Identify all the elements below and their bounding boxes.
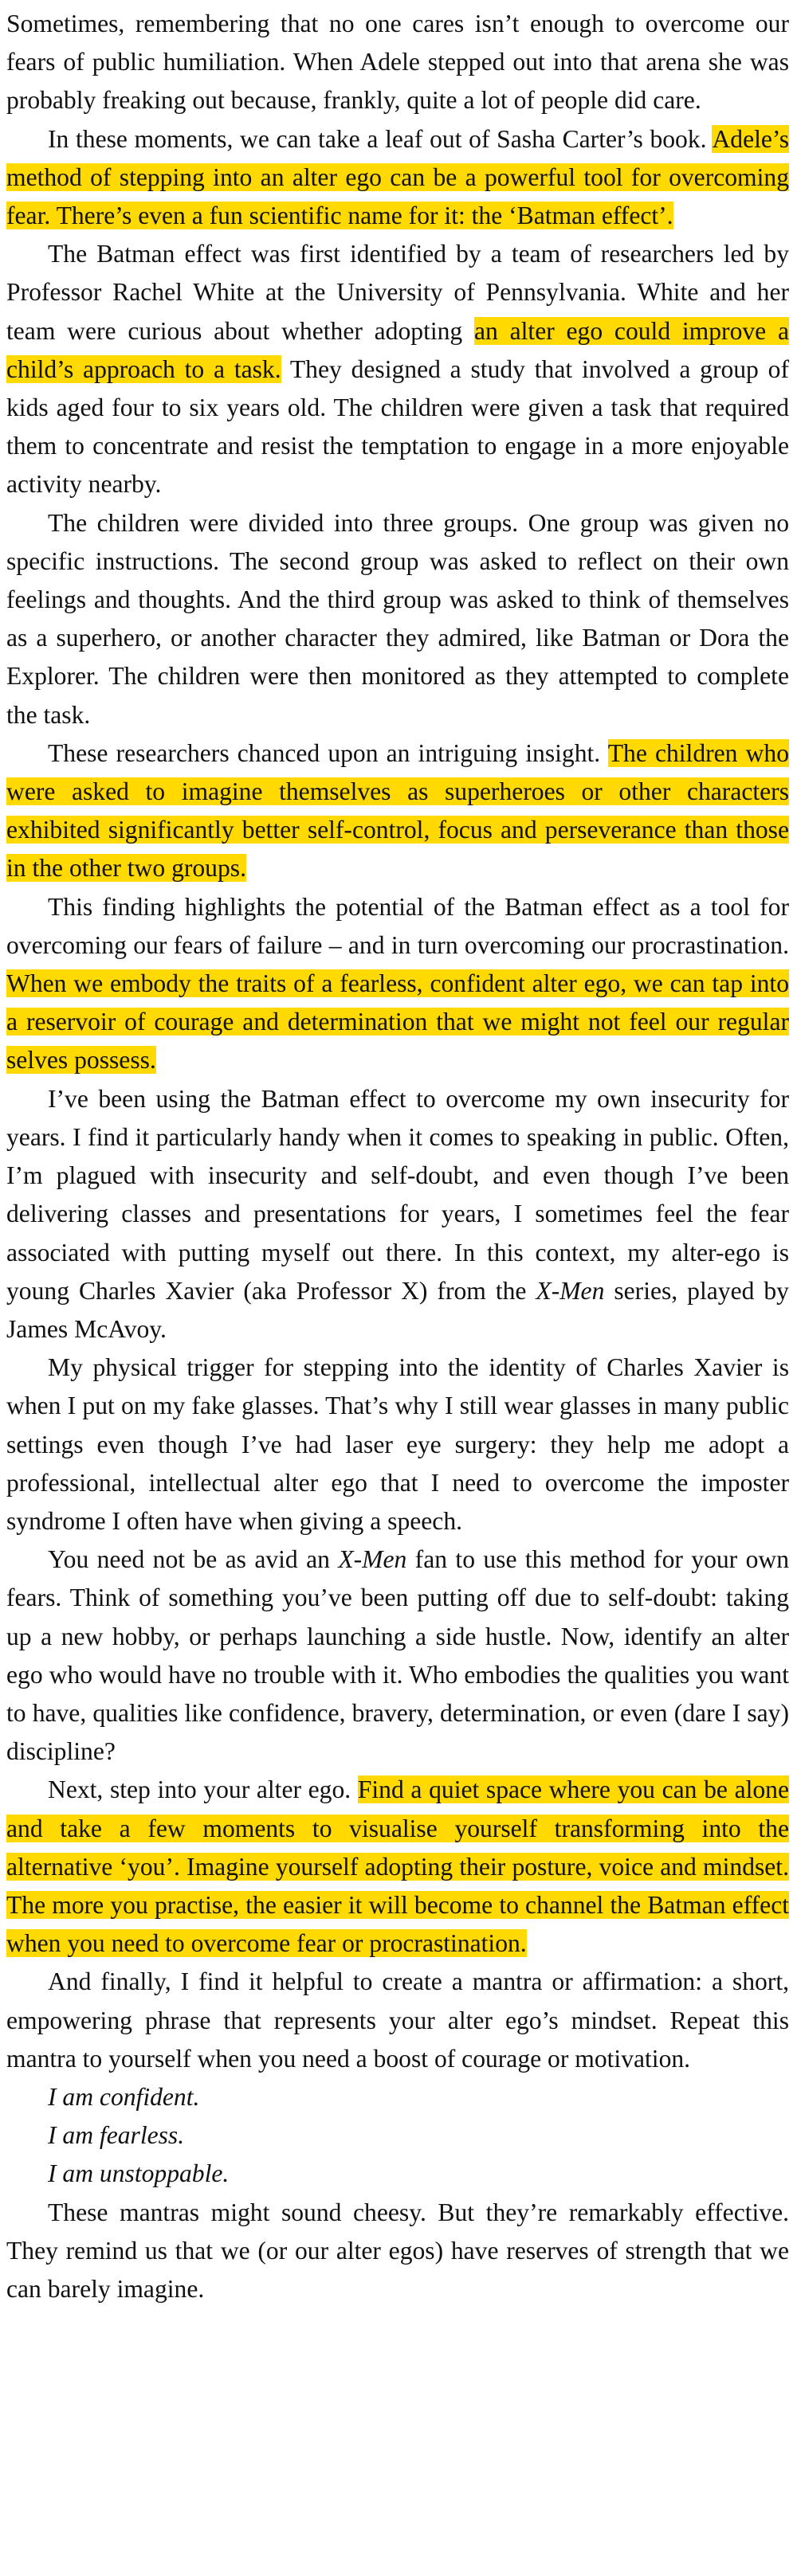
paragraph-cheesy-mantras [6, 2194, 789, 2309]
text-run: My physical trigger for stepping into the identity of Charles Xavier is when I put on my fake glasses. That’s why I still wear glasses in many public settings even though I’ve had laser eye surgery: they help me adopt a professional, intellectual alter ego that I need to overcome the imposter syndrome I often have when giving a speech. [6, 1353, 789, 1535]
text-run: And finally, I find it helpful to create a mantra or affirmation: a short, empowering phrase that represents your alter ego’s mindset. Repeat this mantra to yourself when you need a boost of courage or motivation. [6, 1967, 789, 2073]
italic-text: I am unstoppable [48, 2159, 223, 2188]
italic-text: I am fearless [48, 2121, 179, 2150]
italic-text: X-Men [338, 1545, 407, 1574]
text-run: series, played by James McAvoy. [6, 1276, 789, 1343]
text-run: Next, step into your alter ego. [48, 1775, 358, 1804]
text-run: Sometimes, remembering that no one cares isn’t enough to overcome our fears of public humiliation. When Adele stepped out into that arena she was probably freaking out because, frankly, quite a lot of people did care. [6, 10, 789, 115]
mantra-line [6, 2116, 789, 2155]
paragraph-rachel-white-study [6, 235, 789, 503]
text-run: This finding highlights the potential of the Batman effect as a tool for overcoming our fears of failure – and in turn overcoming our procrastination. [6, 892, 789, 959]
highlighted-passage: When we embody the traits of a fearless, confident alter ego, we can tap into a reservoir of courage and determination that we might not feel our regular selves possess. [6, 969, 789, 1075]
paragraph-step-into-alter-ego [6, 1771, 789, 1963]
paragraph-potential [6, 888, 789, 1080]
paragraph-insight [6, 734, 789, 888]
text-run: These researchers chanced upon an intriguing insight. [48, 738, 608, 767]
paragraph-your-own-fears [6, 1541, 789, 1771]
text-run: You need not be as avid an [48, 1545, 339, 1574]
paragraph-public-humiliation [6, 5, 789, 120]
highlighted-passage: Adele’s method of stepping into an alter ego can be a powerful tool for overcoming fear. There’s even a fun scientific name for it: the ‘Batman effect’. [6, 124, 789, 230]
italic-text: X-Men [536, 1276, 605, 1305]
highlighted-passage: The children who were asked to imagine themselves as superheroes or other characters exhibited significantly better self-control, focus and perseverance than those in the other two groups. [6, 738, 789, 883]
paragraph-sasha-carter [6, 120, 789, 236]
text-run: . [178, 2121, 185, 2150]
text-run: In these moments, we can take a leaf out of Sasha Carter’s book. [48, 124, 713, 153]
text-run: These mantras might sound cheesy. But they’re remarkably effective. They remind us that we (or our alter egos) have reserves of strength that we can barely imagine. [6, 2198, 789, 2303]
highlighted-passage: Find a quiet space where you can be alone and take a few moments to visualise yourself transforming into the alternative ‘you’. Imagine yourself adopting their posture, voice and mindset. The more you practise, the easier it will become to channel the Batman effect when you need to overcome fear or procrastination. [6, 1775, 789, 1958]
text-run: . [193, 2082, 200, 2111]
text-run: The Batman effect was first identified by a team of researchers led by Professor Rachel White at the University of Pennsylvania. White and her team were curious about whether adopting [6, 240, 789, 345]
paragraph-three-groups [6, 504, 789, 734]
paragraph-fake-glasses [6, 1349, 789, 1541]
mantra-line [6, 2078, 789, 2116]
text-run: I’ve been using the Batman effect to overcome my own insecurity for years. I find it particularly handy when it comes to speaking in public. Often, I’m plagued with insecurity and self-doubt, and even though I’ve been delivering classes and presentations for years, I sometimes feel the fear associated with putting myself out there. In this context, my alter-ego is young Charles Xavier (aka Professor X) from the [6, 1084, 789, 1305]
paragraph-mantra [6, 1963, 789, 2078]
paragraph-author-experience [6, 1080, 789, 1349]
text-run: fan to use this method for your own fears. Think of something you’ve been putting off due to self-doubt: taking up a new hobby, or perhaps launching a side hustle. Now, identify an alter ego who would have no trouble with it. Who embodies the qualities you want to have, qualities like confidence, bravery, determination, or even (dare I say) discipline? [6, 1545, 789, 1766]
text-run: They designed a study that involved a group of kids aged four to six years old. The children were given a task that required them to concentrate and resist the temptation to engage in a more enjoyable activity nearby. [6, 354, 789, 499]
mantra-line [6, 2155, 789, 2193]
text-run: The children were divided into three groups. One group was given no specific instructions. The second group was asked to reflect on their own feelings and thoughts. And the third group was asked to think of themselves as a superhero, or another character they admired, like Batman or Dora the Explorer. The children were then monitored as they attempted to complete the task. [6, 508, 789, 729]
text-run: . [222, 2159, 230, 2188]
italic-text: I am confident [48, 2082, 194, 2111]
highlighted-passage: an alter ego could improve a child’s approach to a task. [6, 316, 789, 383]
